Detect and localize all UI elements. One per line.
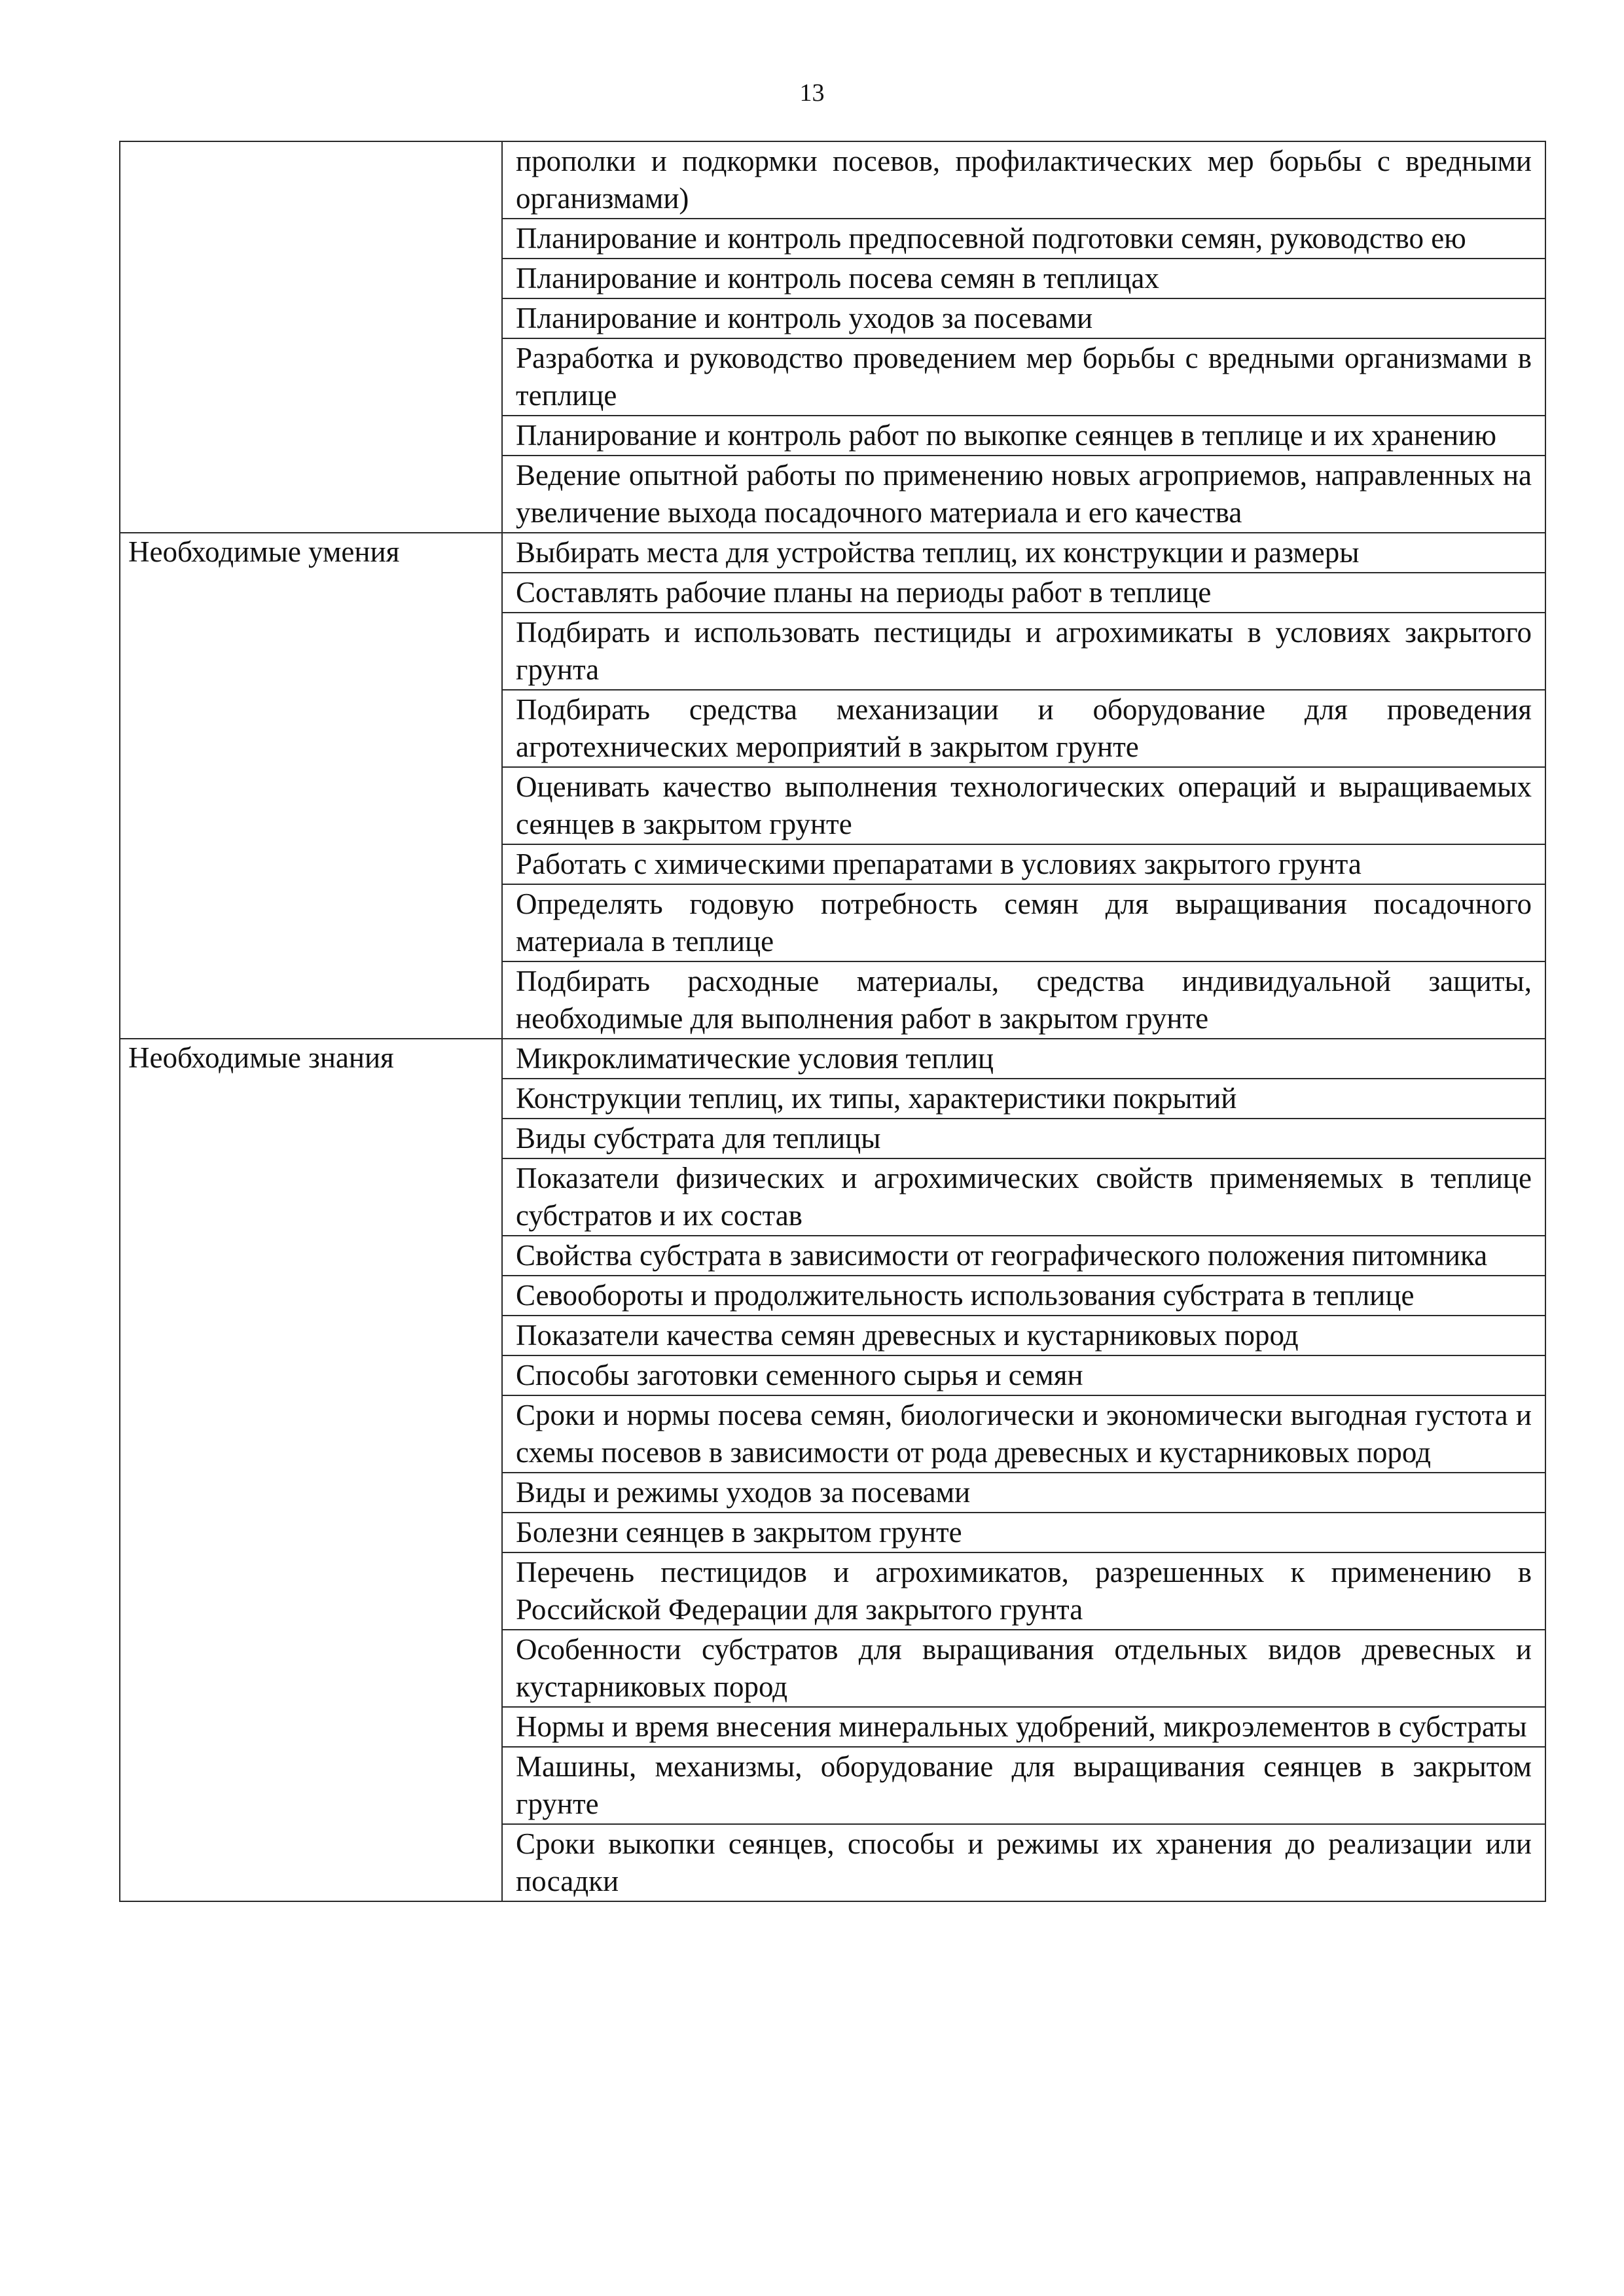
table-row <box>120 1039 1545 1079</box>
requirement-item: Планирование и контроль уходов за посевами <box>502 298 1545 338</box>
requirement-item: Составлять рабочие планы на периоды работ в теплице <box>502 573 1545 613</box>
requirement-item: Машины, механизмы, оборудование для выращивания сеянцев в закрытом грунте <box>502 1747 1545 1824</box>
requirement-item: Определять годовую потребность семян для выращивания посадочного материала в теплице <box>502 884 1545 961</box>
requirements-table-body <box>120 141 1545 1901</box>
page-number: 13 <box>799 79 825 107</box>
section-label: Необходимые умения <box>120 533 502 1039</box>
requirement-item: Работать с химическими препаратами в условиях закрытого грунта <box>502 844 1545 884</box>
requirement-item: Планирование и контроль предпосевной подготовки семян, руководство ею <box>502 219 1545 259</box>
section-label: Необходимые знания <box>120 1039 502 1901</box>
requirement-item: Оценивать качество выполнения технологических операций и выращиваемых сеянцев в закрытом грунте <box>502 767 1545 844</box>
requirement-item: Способы заготовки семенного сырья и семян <box>502 1355 1545 1395</box>
requirement-item: Планирование и контроль работ по выкопке сеянцев в теплице и их хранению <box>502 416 1545 456</box>
requirement-item: Показатели качества семян древесных и кустарниковых пород <box>502 1316 1545 1355</box>
table-row <box>120 533 1545 573</box>
requirements-table <box>119 141 1546 1902</box>
requirement-item: Ведение опытной работы по применению новых агроприемов, направленных на увеличение выхода посадочного материала и его качества <box>502 456 1545 533</box>
requirement-item: Планирование и контроль посева семян в теплицах <box>502 259 1545 298</box>
requirement-item: Болезни сеянцев в закрытом грунте <box>502 1513 1545 1552</box>
requirement-item: Подбирать расходные материалы, средства индивидуальной защиты, необходимые для выполнения работ в закрытом грунте <box>502 961 1545 1039</box>
requirement-item: Выбирать места для устройства теплиц, их конструкции и размеры <box>502 533 1545 573</box>
table-row <box>120 141 1545 219</box>
requirement-item: Разработка и руководство проведением мер борьбы с вредными организмами в теплице <box>502 338 1545 416</box>
requirement-item: Виды субстрата для теплицы <box>502 1119 1545 1158</box>
requirement-item: Севообороты и продолжительность использования субстрата в теплице <box>502 1276 1545 1316</box>
requirement-item: Микроклиматические условия теплиц <box>502 1039 1545 1079</box>
requirement-item: Нормы и время внесения минеральных удобрений, микроэлементов в субстраты <box>502 1707 1545 1747</box>
requirement-item: Показатели физических и агрохимических свойств применяемых в теплице субстратов и их состав <box>502 1158 1545 1236</box>
requirement-item: Конструкции теплиц, их типы, характеристики покрытий <box>502 1079 1545 1119</box>
requirement-item: Свойства субстрата в зависимости от географического положения питомника <box>502 1236 1545 1276</box>
requirement-item: Перечень пестицидов и агрохимикатов, разрешенных к применению в Российской Федерации для закрытого грунта <box>502 1552 1545 1630</box>
requirement-item: Подбирать и использовать пестициды и агрохимикаты в условиях закрытого грунта <box>502 613 1545 690</box>
requirement-item: Виды и режимы уходов за посевами <box>502 1473 1545 1513</box>
requirement-item: Особенности субстратов для выращивания отдельных видов древесных и кустарниковых пород <box>502 1630 1545 1707</box>
requirement-item: Сроки и нормы посева семян, биологически и экономически выгодная густота и схемы посевов в зависимости от рода древесных и кустарниковых пород <box>502 1395 1545 1473</box>
requirement-item: Подбирать средства механизации и оборудование для проведения агротехнических мероприятий в закрытом грунте <box>502 690 1545 767</box>
section-label <box>120 141 502 533</box>
requirement-item: Сроки выкопки сеянцев, способы и режимы их хранения до реализации или посадки <box>502 1824 1545 1901</box>
requirement-item: прополки и подкормки посевов, профилактических мер борьбы с вредными организмами) <box>502 141 1545 219</box>
